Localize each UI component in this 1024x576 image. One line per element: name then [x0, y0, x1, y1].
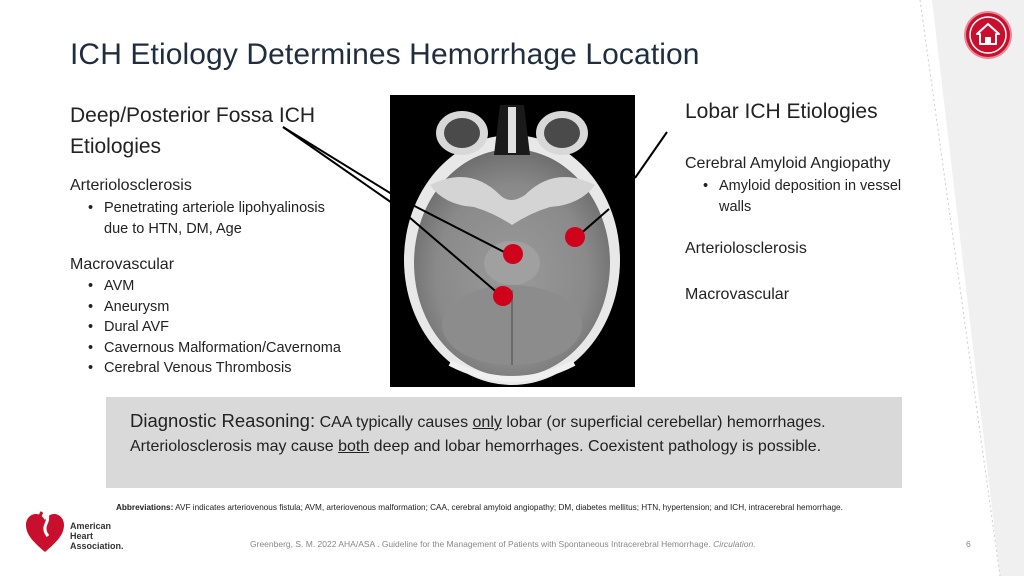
list-item: walls: [719, 198, 752, 215]
list-item: • Cerebral Venous Thrombosis: [86, 358, 341, 379]
pointer-line-deep-2: [283, 127, 395, 205]
list-item: • Cavernous Malformation/Cavernoma: [86, 338, 341, 359]
pointer-line-deep-4: [395, 205, 500, 295]
right-caa-list: [701, 176, 901, 217]
citation-main: Greenberg, S. M. 2022 AHA/ASA . Guideline for the Management of Patients with Spontaneous Intracerebral Hemorrhage.: [250, 539, 711, 549]
diagnostic-label: Diagnostic Reasoning:: [130, 410, 316, 431]
pointer-line-deep-1: [283, 127, 395, 196]
list-item: • AVM: [86, 276, 341, 297]
page-number: 6: [966, 539, 971, 549]
pointer-line-lobar-1: [635, 132, 667, 178]
list-item: • Amyloid deposition in vessel: [701, 176, 901, 197]
logo-line2: Heart: [70, 531, 94, 541]
abbreviations-footnote: [116, 503, 843, 512]
aha-logo-wordmark: [70, 521, 124, 551]
pointer-line-deep-3: [395, 196, 510, 255]
hemorrhage-marker-deep: [503, 244, 523, 264]
diagnostic-emphasis-only: only: [472, 414, 502, 431]
abbreviations-label: Abbreviations:: [116, 503, 174, 512]
right-heading: Lobar ICH Etiologies: [685, 100, 878, 123]
diagnostic-reasoning-box: [106, 397, 902, 488]
aha-heart-torch-logo-icon: [24, 508, 66, 554]
left-arterio-label: Arteriolosclerosis: [70, 177, 192, 194]
diagnostic-s2c: deep and lobar hemorrhages. Coexistent pathology is possible.: [373, 438, 822, 455]
hemorrhage-marker-posterior: [493, 286, 513, 306]
logo-line1: American: [70, 521, 112, 531]
logo-line3: Association.: [70, 541, 124, 551]
slide-title: ICH Etiology Determines Hemorrhage Location: [70, 38, 700, 71]
citation: [250, 539, 756, 549]
list-item: • Penetrating arteriole lipohyalinosis: [86, 198, 325, 219]
diagnostic-reasoning-text: [130, 409, 900, 459]
diagnostic-emphasis-both: both: [338, 438, 370, 455]
abbreviations-text: AVF indicates arteriovenous fistula; AVM, arteriovenous malformation; CAA, cerebral amyloid angiopathy; DM, diabetes mellitus; HTN, hypertension; and ICH, intracerebral hemorrhage.: [175, 503, 843, 512]
citation-journal: Circulation.: [713, 539, 756, 549]
right-caa-label: Cerebral Amyloid Angiopathy: [685, 155, 891, 172]
left-heading-line2: Etiologies: [70, 135, 162, 158]
diagnostic-s1a: CAA typically causes: [319, 414, 469, 431]
hemorrhage-marker-lobar: [565, 227, 585, 247]
diagnostic-s1c: lobar (or superficial cerebellar) hemorrhages.: [506, 414, 826, 431]
diagnostic-s2a: Arteriolosclerosis may cause: [130, 438, 334, 455]
left-macro-label: Macrovascular: [70, 256, 175, 273]
right-macro-label: Macrovascular: [685, 286, 790, 303]
list-item: due to HTN, DM, Age: [104, 220, 242, 237]
left-heading-line1: Deep/Posterior Fossa ICH: [70, 104, 316, 127]
right-arterio-label: Arteriolosclerosis: [685, 240, 807, 257]
list-item: • Dural AVF: [86, 317, 341, 338]
list-item: • Aneurysm: [86, 297, 341, 318]
